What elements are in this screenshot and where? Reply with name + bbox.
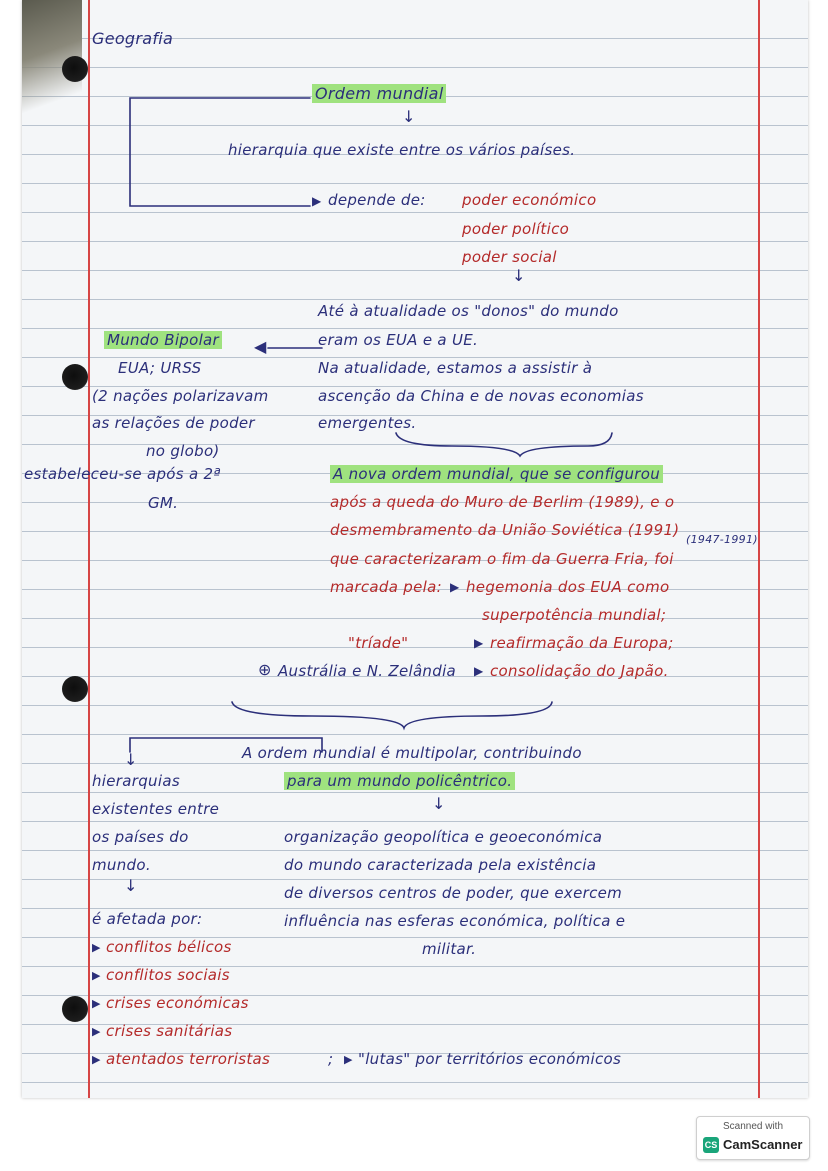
atualidade-line: Até à atualidade os "donos" do mundo [318,302,619,320]
atualidade-line: Na atualidade, estamos a assistir à [318,359,593,377]
atualidade-line: ascenção da China e de novas economias [318,387,644,405]
triade-item: consolidação do Japão. [490,662,669,680]
afetada-item: crises sanitárias [106,1022,233,1040]
afetada-item: atentados terroristas [106,1050,271,1068]
right-arrow-icon: ▶ [92,1025,101,1038]
organizacao-line: influência nas esferas económica, política e [284,912,626,930]
right-arrow-icon: ▶ [344,1053,353,1066]
organizacao-line: de diversos centros de poder, que exercem [284,884,623,902]
nova-ordem-line: desmembramento da União Soviética (1991) [330,521,680,539]
atualidade-line: emergentes. [318,414,417,432]
hierarquias-line: hierarquias [92,772,180,790]
bipolar-note: as relações de poder [92,414,255,432]
nova-ordem-line: marcada pela: [330,578,442,596]
multipolar-line: para um mundo policêntrico. [284,772,515,790]
right-arrow-icon: ▶ [450,580,460,594]
poder-item: poder social [462,248,557,266]
lutas-item: "lutas" por territórios económicos [358,1050,622,1068]
organizacao-line: militar. [422,940,477,958]
right-arrow-icon: ▶ [92,1053,101,1066]
right-arrow-icon: ▶ [474,636,484,650]
connector-lines [22,0,808,1098]
mundo-bipolar: Mundo Bipolar [104,331,222,349]
triade-item: hegemonia dos EUA como [466,578,670,596]
right-arrow-icon: ▶ [92,941,101,954]
left-arrow-icon: ◀ [254,337,267,356]
guerra-fria-years: (1947-1991) [686,533,758,546]
ordem-heading: Ordem mundial [312,84,446,103]
down-arrow-icon: ↓ [512,266,526,285]
multipolar-line: A ordem mundial é multipolar, contribuindo [242,744,582,762]
camscanner-name: CamScanner [723,1137,803,1152]
nova-ordem-line: que caracterizaram o fim da Guerra Fria, foi [330,550,674,568]
poder-item: poder económico [462,191,597,209]
depende-label: depende de: [328,191,426,209]
triade-label: "tríade" [348,634,409,652]
triade-item: superpotência mundial; [482,606,667,624]
down-arrow-icon: ↓ [124,750,138,769]
afetada-item: conflitos sociais [106,966,230,984]
afetada-item: conflitos bélicos [106,938,232,956]
atualidade-line: eram os EUA e a UE. [318,331,479,349]
right-arrow-icon: ▶ [92,997,101,1010]
page-title: Geografia [92,29,174,48]
organizacao-line: organização geopolítica e geoeconómica [284,828,603,846]
right-arrow-icon: ▶ [312,194,322,208]
gm-note: GM. [148,494,179,512]
hierarquias-line: existentes entre [92,800,220,818]
poder-item: poder político [462,220,570,238]
hierarquias-line: mundo. [92,856,151,874]
triade-item: reafirmação da Europa; [490,634,674,652]
nova-ordem-line: A nova ordem mundial, que se configurou [330,465,663,483]
bipolar-note: (2 nações polarizavam [92,387,269,405]
scanned-with-label: Scanned with [722,1121,784,1132]
down-arrow-icon: ↓ [124,876,138,895]
estabeleceu-note: estabeleceu-se após a 2ª [24,465,221,483]
camscanner-badge [696,1116,810,1160]
down-arrow-icon: ↓ [402,107,416,126]
nova-ordem-line: após a queda do Muro de Berlim (1989), e o [330,493,675,511]
ordem-definition: hierarquia que existe entre os vários países. [228,141,576,159]
organizacao-line: do mundo caracterizada pela existência [284,856,597,874]
plus-circle-icon: ⊕ [258,660,272,679]
camscanner-logo-icon: CS [703,1137,719,1153]
australia-note: Austrália e N. Zelândia [278,662,457,680]
right-arrow-icon: ▶ [92,969,101,982]
afetada-label: é afetada por: [92,910,203,928]
bipolar-note: no globo) [146,442,220,460]
right-arrow-icon: ▶ [474,664,484,678]
hierarquias-line: os países do [92,828,189,846]
notebook-page [22,0,808,1098]
afetada-item: crises económicas [106,994,249,1012]
separator-semicolon: ; [328,1050,334,1068]
eua-urss: EUA; URSS [118,359,202,377]
down-arrow-icon: ↓ [432,794,446,813]
